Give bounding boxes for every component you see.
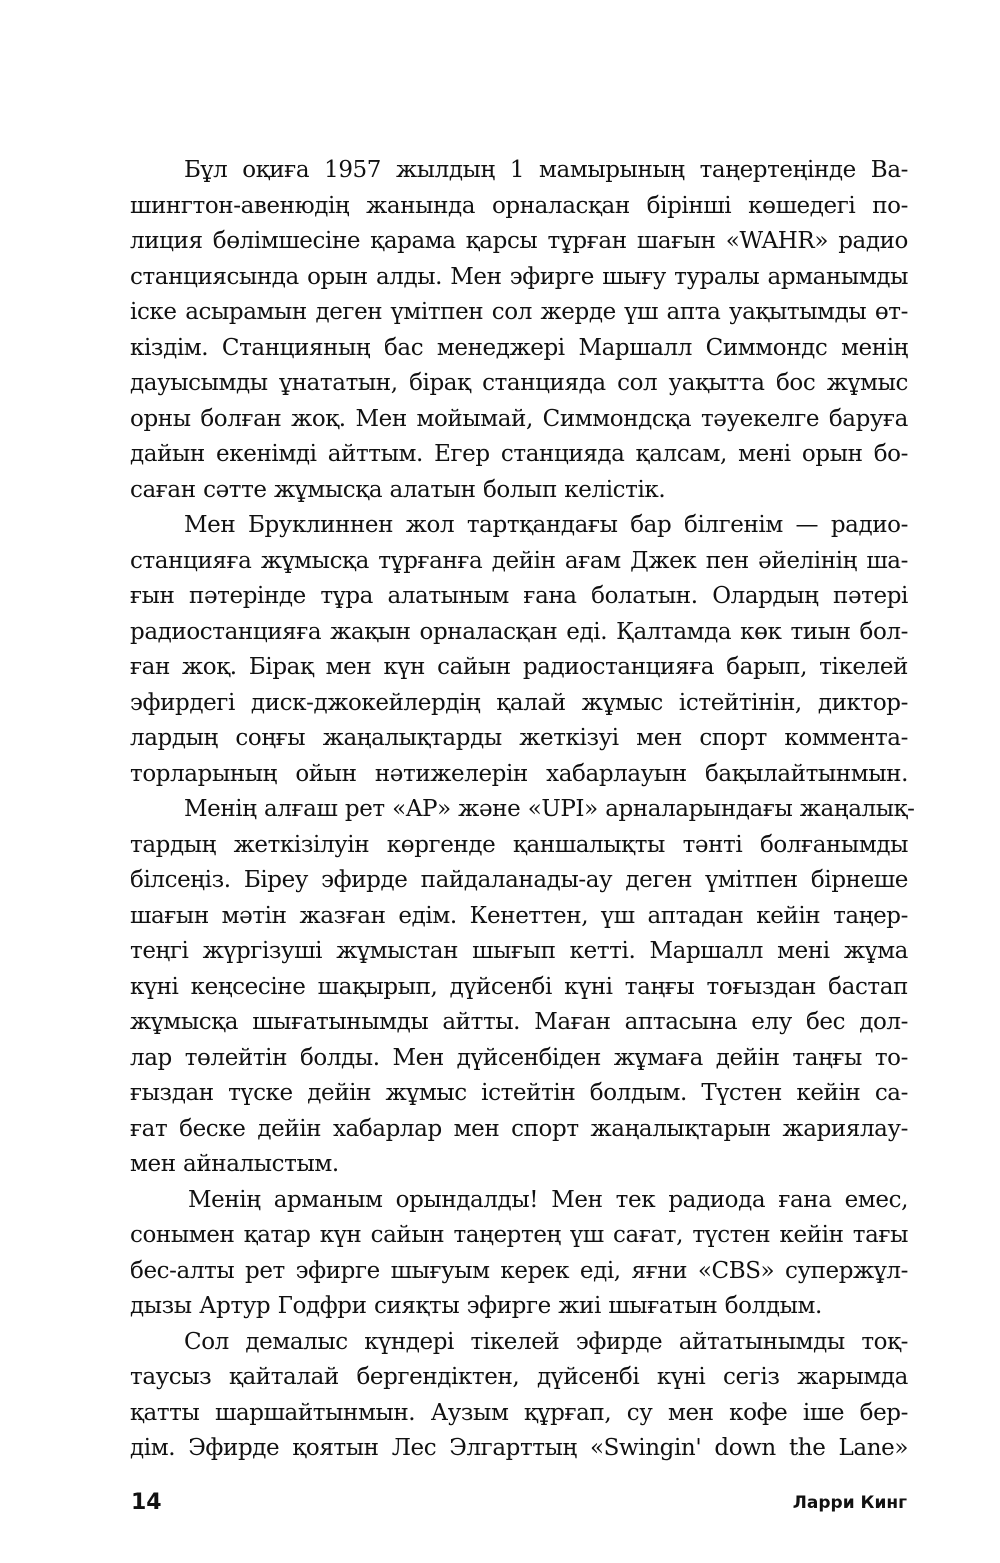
text-line: торларының ойын нәтижелерін хабарлауын бақылайтынмын.	[130, 760, 908, 787]
text-line: іске асырамын деген үмітпен сол жерде үш апта уақытымды өт-	[130, 299, 908, 325]
text-line: білсеңіз. Біреу эфирде пайдаланады-ау деген үмітпен бірнеше	[130, 867, 908, 893]
text-line: дайын екенімді айттым. Егер станцияда қалсам, мені орын бо-	[130, 441, 908, 467]
text-line: Сол демалыс күндері тікелей эфирде айтатынымды тоқ-	[184, 1328, 908, 1355]
text-line: сонымен қатар күн сайын таңертең үш сағат, түстен кейін тағы	[130, 1222, 908, 1248]
text-line: қатты шаршайтынмын. Аузым құрғап, су мен кофе іше бер-	[130, 1399, 908, 1426]
text-line: теңгі жүргізуші жұмыстан шығып кетті. Маршалл мені жұма	[130, 938, 908, 964]
text-line: ғын пәтерінде тұра алатыным ғана болатын. Олардың пәтері	[130, 583, 908, 609]
text-line: Мен Бруклиннен жол тартқандағы бар білгенім — радио-	[184, 512, 908, 538]
text-line: станциясында орын алды. Мен эфирге шығу туралы арманымды	[130, 263, 908, 290]
page-number: 14	[131, 1490, 162, 1515]
text-line: радиостанцияға жақын орналасқан еді. Қалтамда көк тиын бол-	[130, 618, 908, 645]
text-line: ған жоқ. Бірақ мен күн сайын радиостанцияға барып, тікелей	[130, 654, 908, 680]
text-line: күні кеңсесіне шақырып, дүйсенбі күні таңғы тоғыздан бастап	[130, 973, 908, 1000]
text-line: Бұл оқиға 1957 жылдың 1 мамырының таңертеңінде Ва-	[184, 157, 908, 183]
text-line: орны болған жоқ. Мен мойымай, Симмондсқа тәуекелге баруға	[130, 405, 908, 432]
text-line: эфирдегі диск-джокейлердің қалай жұмыс істейтінін, диктор-	[130, 689, 908, 716]
text-line: лардың соңғы жаңалықтарды жеткізуі мен спорт коммента-	[130, 725, 908, 751]
text-line: ғат беске дейін хабарлар мен спорт жаңалықтарын жариялау-	[130, 1115, 908, 1142]
text-line: саған сәтте жұмысқа алатын болып келістік.	[130, 476, 666, 503]
text-line: дім. Эфирде қоятын Лес Элгарттың «Swingin' down the Lane»	[130, 1435, 908, 1461]
text-line: шингтон-авенюдің жанында орналасқан бірінші көшедегі по-	[130, 192, 908, 219]
text-line: дауысымды ұнататын, бірақ станцияда сол уақытта бос жұмыс	[130, 370, 908, 396]
text-line: жұмысқа шығатынымды айтты. Маған аптасына елу бес дол-	[130, 1009, 908, 1035]
text-line: дызы Артур Годфри сияқты эфирге жиі шығатын болдым.	[130, 1293, 822, 1319]
text-line: шағын мәтін жазған едім. Кенеттен, үш аптадан кейін таңер-	[130, 902, 908, 929]
text-line: ғыздан түске дейін жұмыс істейтін болдым. Түстен кейін са-	[130, 1080, 908, 1106]
text-line: лар төлейтін болды. Мен дүйсенбіден жұмаға дейін таңғы то-	[130, 1044, 908, 1071]
text-line: кіздім. Станцияның бас менеджері Маршалл Симмондс менің	[130, 334, 908, 361]
running-author: Ларри Кинг	[792, 1493, 907, 1513]
text-line: станцияға жұмысқа тұрғанға дейін ағам Джек пен әйелінің ша-	[130, 547, 908, 574]
text-line: мен айналыстым.	[130, 1151, 339, 1177]
text-line: лиция бөлімшесіне қарама қарсы тұрған шағын «WAHR» радио	[130, 228, 908, 254]
text-line: бес-алты рет эфирге шығуым керек еді, яғни «CBS» супержұл-	[130, 1257, 908, 1284]
text-line: Менің арманым орындалды! Мен тек радиода ғана емес,	[188, 1186, 908, 1213]
text-line: таусыз қайталай бергендіктен, дүйсенбі күні сегіз жарымда	[130, 1364, 908, 1390]
text-line: Менің алғаш рет «AP» және «UPI» арналарындағы жаңалық-	[184, 796, 915, 822]
body-text	[130, 153, 915, 1467]
text-line: тардың жеткізілуін көргенде қаншалықты тәнті болғанымды	[130, 831, 908, 858]
